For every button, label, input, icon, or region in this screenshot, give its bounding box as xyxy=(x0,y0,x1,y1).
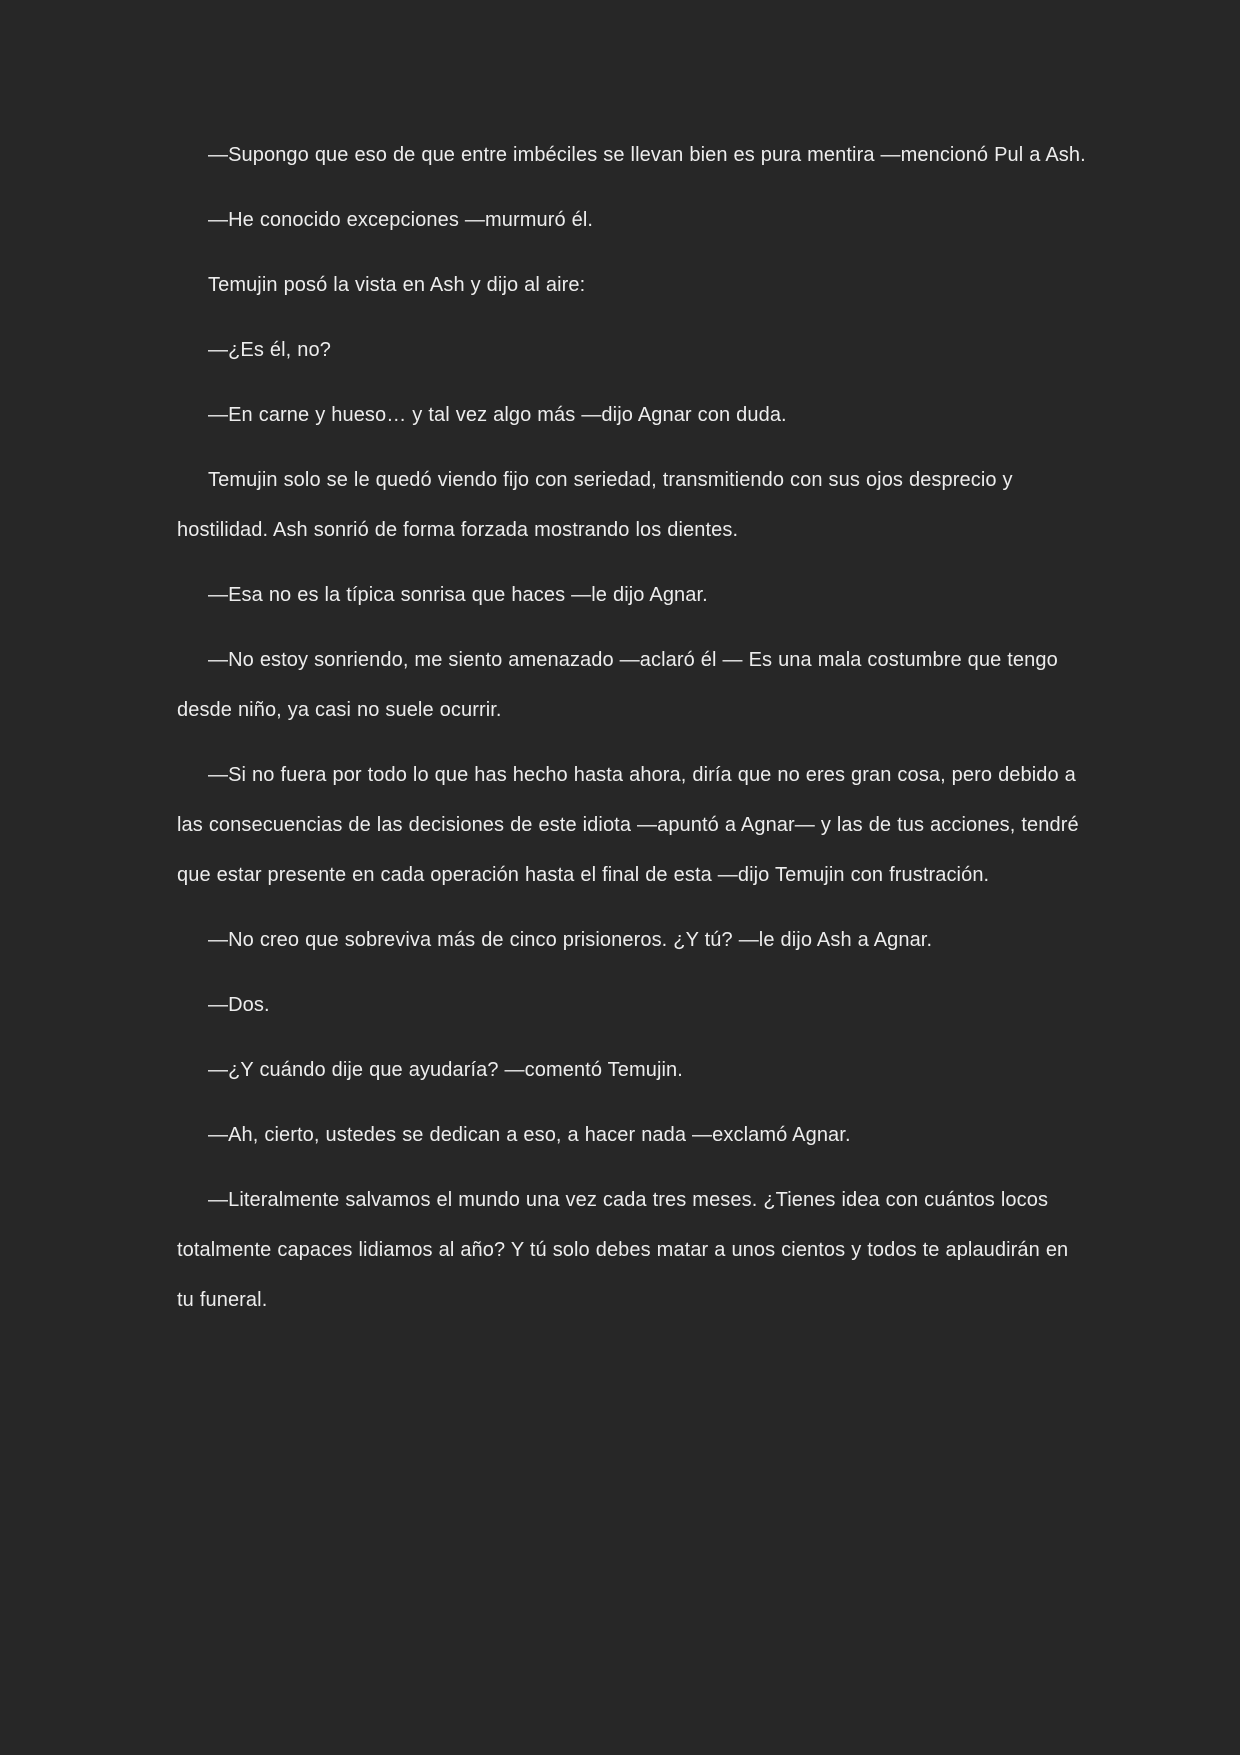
paragraph: Temujin posó la vista en Ash y dijo al aire: xyxy=(208,274,586,296)
paragraph: —¿Y cuándo dije que ayudaría? —comentó Temujin. xyxy=(208,1059,683,1081)
paragraph: —Literalmente salvamos el mundo una vez cada tres meses. ¿Tienes idea con cuántos locos totalmente capaces lidiamos al año? Y tú solo debes matar a unos cientos y todos te aplaudirán en tu funeral. xyxy=(177,1189,1069,1311)
paragraph: —En carne y hueso… y tal vez algo más —dijo Agnar con duda. xyxy=(208,404,787,426)
paragraph: —Si no fuera por todo lo que has hecho hasta ahora, diría que no eres gran cosa, pero debido a las consecuencias de las decisiones de este idiota —apuntó a Agnar— y las de tus acciones, tendré que estar presente en cada operación hasta el final de esta —dijo Temujin con frustración. xyxy=(177,764,1079,886)
paragraph: —Dos. xyxy=(208,994,270,1016)
paragraph: —No creo que sobreviva más de cinco prisioneros. ¿Y tú? —le dijo Ash a Agnar. xyxy=(208,929,933,951)
paragraph: —He conocido excepciones —murmuró él. xyxy=(208,209,594,231)
paragraph: —Esa no es la típica sonrisa que haces —le dijo Agnar. xyxy=(208,584,708,606)
paragraph: —Ah, cierto, ustedes se dedican a eso, a hacer nada —exclamó Agnar. xyxy=(208,1124,851,1146)
paragraph: —Supongo que eso de que entre imbéciles se llevan bien es pura mentira —mencionó Pul a Ash. xyxy=(208,144,1086,166)
paragraph: —No estoy sonriendo, me siento amenazado —aclaró él — Es una mala costumbre que tengo desde niño, ya casi no suele ocurrir. xyxy=(177,649,1058,721)
paragraph: —¿Es él, no? xyxy=(208,339,331,361)
paragraph: Temujin solo se le quedó viendo fijo con seriedad, transmitiendo con sus ojos desprecio y hostilidad. Ash sonrió de forma forzada mostrando los dientes. xyxy=(177,469,1013,541)
